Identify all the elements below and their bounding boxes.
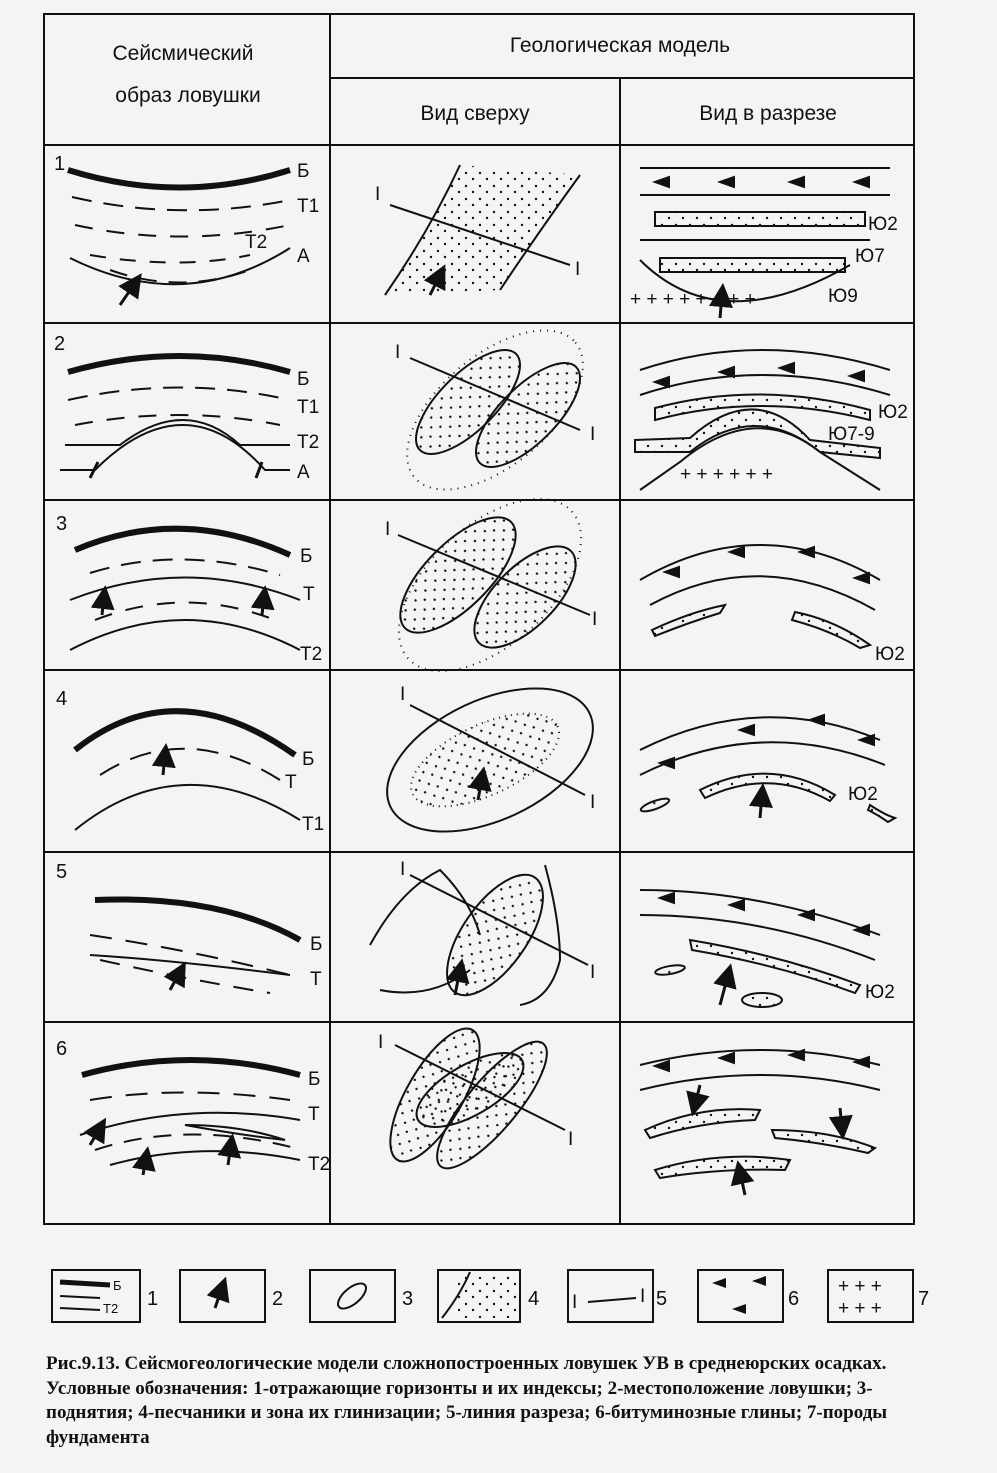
unit-label: Ю2 <box>868 214 898 235</box>
legend-number: 5 <box>656 1288 668 1310</box>
header-geological-model: Геологическая модель <box>509 34 731 57</box>
legend-crosses: + + + <box>838 1276 882 1297</box>
horizon-label: T1 <box>302 814 325 835</box>
legend-line-label: I <box>640 1286 646 1307</box>
legend-item-4 <box>438 1270 539 1322</box>
row-number: 6 <box>56 1038 68 1060</box>
row-6 <box>56 1016 880 1195</box>
legend-number: 2 <box>272 1288 284 1310</box>
seismic-image-4 <box>75 711 300 830</box>
horizon-label: T2 <box>245 232 268 253</box>
horizon-label: Б <box>308 1069 321 1090</box>
horizon-label: A <box>297 246 310 267</box>
horizon-label: T <box>303 584 315 605</box>
horizon-label: T1 <box>297 397 320 418</box>
header-seismic-line2: образ ловушки <box>115 84 261 107</box>
unit-label: Ю2 <box>865 982 895 1003</box>
horizon-label: T2 <box>308 1154 331 1175</box>
top-view-3 <box>368 467 612 703</box>
top-view-2 <box>379 300 611 519</box>
row-number: 2 <box>54 333 66 355</box>
unit-label: Ю9 <box>828 286 858 307</box>
legend-label-horizon: T2 <box>103 1301 119 1316</box>
unit-label: Ю7-9 <box>828 424 875 445</box>
top-view-5 <box>370 859 588 1010</box>
row-3 <box>56 467 905 703</box>
horizon-label: T <box>308 1104 320 1125</box>
legend-number: 3 <box>402 1288 414 1310</box>
horizon-label: Б <box>297 161 310 182</box>
legend-number: 6 <box>788 1288 800 1310</box>
row-1 <box>54 153 898 318</box>
row-number: 5 <box>56 861 68 883</box>
header-section-view: Вид в разрезе <box>699 102 837 125</box>
horizon-label: A <box>297 462 310 483</box>
seismic-image-3 <box>70 529 300 650</box>
horizon-label: Б <box>310 934 323 955</box>
row-2 <box>54 300 908 519</box>
horizon-label: Б <box>297 369 310 390</box>
section-line-label: I <box>590 792 596 813</box>
section-line-label: I <box>575 259 581 280</box>
section-line-label: I <box>592 609 598 630</box>
legend-label-horizon: Б <box>113 1278 122 1293</box>
seismic-image-2 <box>60 356 290 478</box>
section-line-label: I <box>385 519 391 540</box>
legend <box>52 1270 929 1322</box>
legend-item-2 <box>180 1270 283 1322</box>
legend-number: 7 <box>918 1288 930 1310</box>
figure-caption: Рис.9.13. Сейсмогеологические модели сложнопостроенных ловушек УВ в среднеюрских осадках. Условные обозначения: 1-отражающие горизонты и их индексы; 2-местоположение ловушки; 3-поднятия; 4-песчаники и зона их глинизации; 5-линия разреза; 6-битуминозные глины; 7-породы фундамента <box>46 1353 888 1448</box>
legend-item-3 <box>310 1270 413 1322</box>
seismic-image-5 <box>90 900 300 994</box>
legend-crosses: + + + <box>838 1298 882 1319</box>
header-seismic-line1: Сейсмический <box>112 42 254 65</box>
legend-number: 4 <box>528 1288 540 1310</box>
section-line-label: I <box>400 859 406 880</box>
horizon-label: T <box>285 772 297 793</box>
unit-label: Ю2 <box>848 784 878 805</box>
row-number: 3 <box>56 513 68 535</box>
basement-crosses: + + + + + + + + <box>630 289 756 310</box>
seismic-image-6 <box>80 1060 300 1175</box>
horizon-label: T1 <box>297 196 320 217</box>
unit-label: Ю2 <box>878 402 908 423</box>
legend-item-6 <box>698 1270 799 1322</box>
horizon-label: T2 <box>300 644 323 665</box>
header-top-view: Вид сверху <box>420 102 530 125</box>
unit-label: Ю2 <box>875 644 905 665</box>
row-number: 4 <box>56 688 68 710</box>
row-4 <box>56 659 895 861</box>
section-view-4 <box>640 715 895 822</box>
section-view-6 <box>640 1050 880 1195</box>
section-line-label: I <box>375 184 381 205</box>
legend-line-label: I <box>572 1292 578 1313</box>
row-number: 1 <box>54 153 66 175</box>
section-view-5 <box>640 890 880 1007</box>
section-view-3 <box>640 545 880 648</box>
horizon-label: T2 <box>297 432 320 453</box>
section-line-label: I <box>378 1032 384 1053</box>
horizon-label: Б <box>302 749 315 770</box>
section-line-label: I <box>568 1129 574 1150</box>
top-view-1 <box>385 165 580 295</box>
unit-label: Ю7 <box>855 246 885 267</box>
legend-number: 1 <box>147 1288 159 1310</box>
section-line-label: I <box>590 424 596 445</box>
top-view-6 <box>373 1016 565 1182</box>
section-line-label: I <box>400 684 406 705</box>
section-line-label: I <box>395 342 401 363</box>
legend-item-7 <box>828 1270 929 1322</box>
row-5 <box>56 859 895 1011</box>
horizon-label: T <box>310 969 322 990</box>
horizon-label: Б <box>300 546 313 567</box>
legend-item-5 <box>568 1270 667 1322</box>
basement-crosses: + + + + + + <box>680 464 773 485</box>
legend-item-1 <box>52 1270 158 1322</box>
section-line-label: I <box>590 962 596 983</box>
